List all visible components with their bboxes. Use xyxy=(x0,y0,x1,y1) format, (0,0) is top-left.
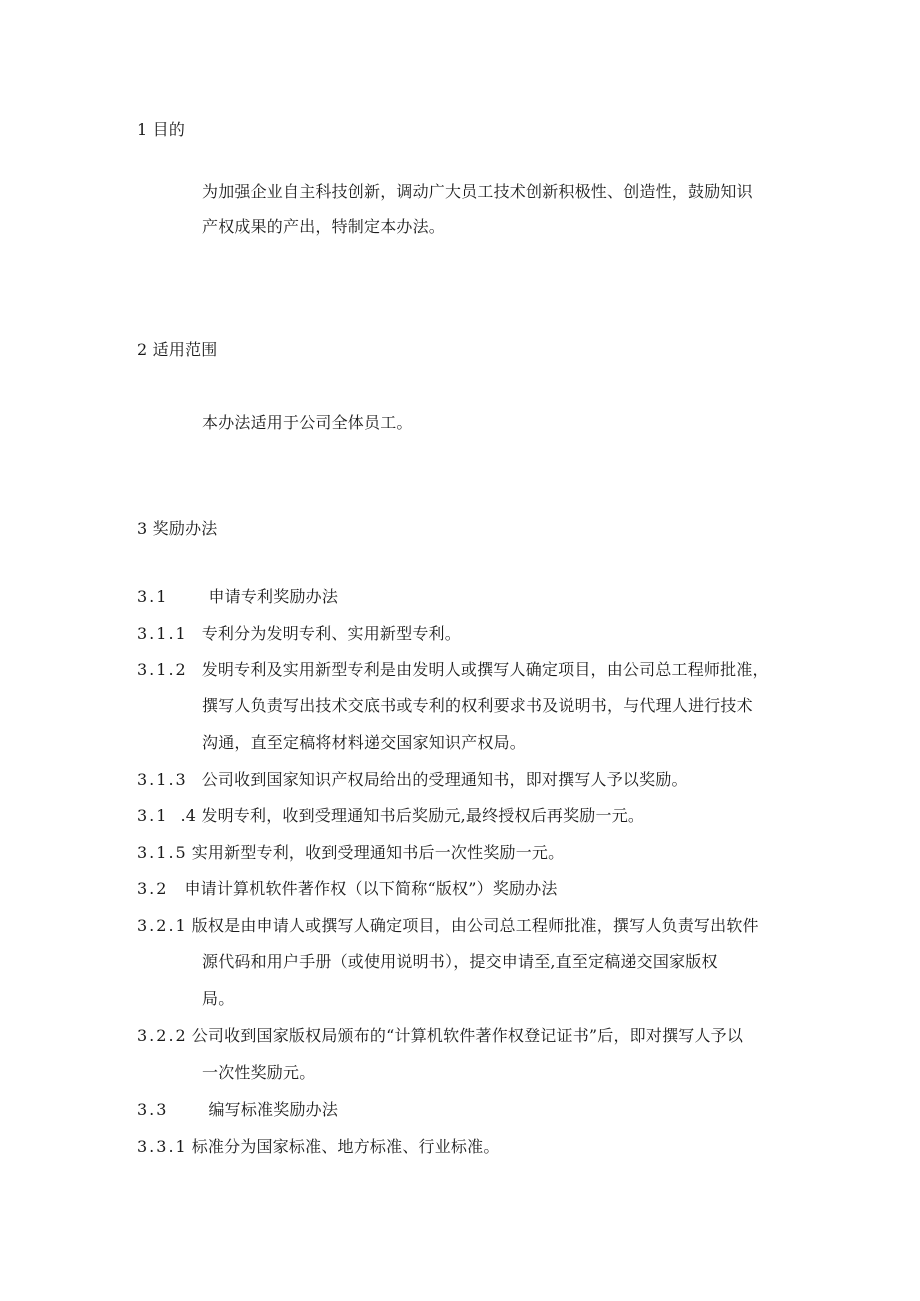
clause-text: .4 发明专利，收到受理通知书后奖励元,最终授权后再奖励一元。 xyxy=(180,806,645,825)
clause-3-1-2-line-2: 撰写人负责写出技术交底书或专利的权利要求书及说明书，与代理人进行技术 xyxy=(202,696,753,715)
clause-text: 专利分为发明专利、实用新型专利。 xyxy=(201,624,461,643)
clause-number: 3.2.2 xyxy=(137,1026,188,1045)
clause-number: 3.1.1 xyxy=(137,624,188,643)
clause-number: 3.1 xyxy=(137,587,169,606)
clause-3-2-2-line-2: 一次性奖励元。 xyxy=(202,1063,316,1082)
clause-number: 3.1.5 xyxy=(137,843,188,862)
clause-number: 3.1.3 xyxy=(137,770,188,789)
clause-text: 实用新型专利，收到受理通知书后一次性奖励一元。 xyxy=(191,843,565,862)
clause-number: 3.2 xyxy=(137,879,169,898)
section-1-heading: 1 目的 xyxy=(137,120,186,139)
clause-3-2-2 xyxy=(137,1026,743,1046)
clause-text: 公司收到国家知识产权局给出的受理通知书，即对撰写人予以奖励。 xyxy=(201,770,688,789)
clause-3-2-1 xyxy=(137,916,759,936)
clause-3-1-4 xyxy=(137,806,644,826)
clause-3-2-1-line-3: 局。 xyxy=(202,989,235,1008)
clause-text-line-1: 公司收到国家版权局颁布的“计算机软件著作权登记证书”后，即对撰写人予以 xyxy=(191,1026,744,1045)
clause-3-1-2-line-3: 沟通，直至定稿将材料递交国家知识产权局。 xyxy=(202,733,527,752)
clause-3-1 xyxy=(137,587,338,607)
section-1-paragraph-line-2: 产权成果的产出，特制定本办法。 xyxy=(202,217,446,236)
clause-3-3-1 xyxy=(137,1137,500,1157)
clause-3-3 xyxy=(137,1100,338,1120)
clause-text: 申请计算机软件著作权（以下简称“版权”）奖励办法 xyxy=(184,879,558,898)
clause-3-1-3 xyxy=(137,770,688,790)
clause-number: 3.3.1 xyxy=(137,1137,188,1156)
clause-number: 3.2.1 xyxy=(137,916,188,935)
clause-text: 申请专利奖励办法 xyxy=(208,587,339,606)
clause-number: 3.1 xyxy=(137,806,169,825)
clause-3-1-1 xyxy=(137,624,461,644)
clause-number: 3.1.2 xyxy=(137,660,188,679)
clause-number: 3.3 xyxy=(137,1100,169,1119)
section-3-heading: 3 奖励办法 xyxy=(137,519,218,538)
clause-3-2-1-line-2: 源代码和用户手册（或使用说明书），提交申请至,直至定稿递交国家版权 xyxy=(202,952,718,971)
clause-text-line-1: 发明专利及实用新型专利是由发明人或撰写人确定项目，由公司总工程师批准， xyxy=(201,660,769,679)
clause-3-1-2 xyxy=(137,660,769,680)
section-1-paragraph-line-1: 为加强企业自主科技创新，调动广大员工技术创新积极性、创造性，鼓励知识 xyxy=(202,182,753,201)
clause-text: 标准分为国家标准、地方标准、行业标准。 xyxy=(191,1137,500,1156)
clause-text-line-1: 版权是由申请人或撰写人确定项目，由公司总工程师批准，撰写人负责写出软件 xyxy=(191,916,759,935)
section-2-paragraph: 本办法适用于公司全体员工。 xyxy=(202,413,413,432)
clause-3-2 xyxy=(137,879,558,899)
clause-text: 编写标准奖励办法 xyxy=(208,1100,339,1119)
clause-3-1-5 xyxy=(137,843,564,863)
section-2-heading: 2 适用范围 xyxy=(137,340,218,359)
